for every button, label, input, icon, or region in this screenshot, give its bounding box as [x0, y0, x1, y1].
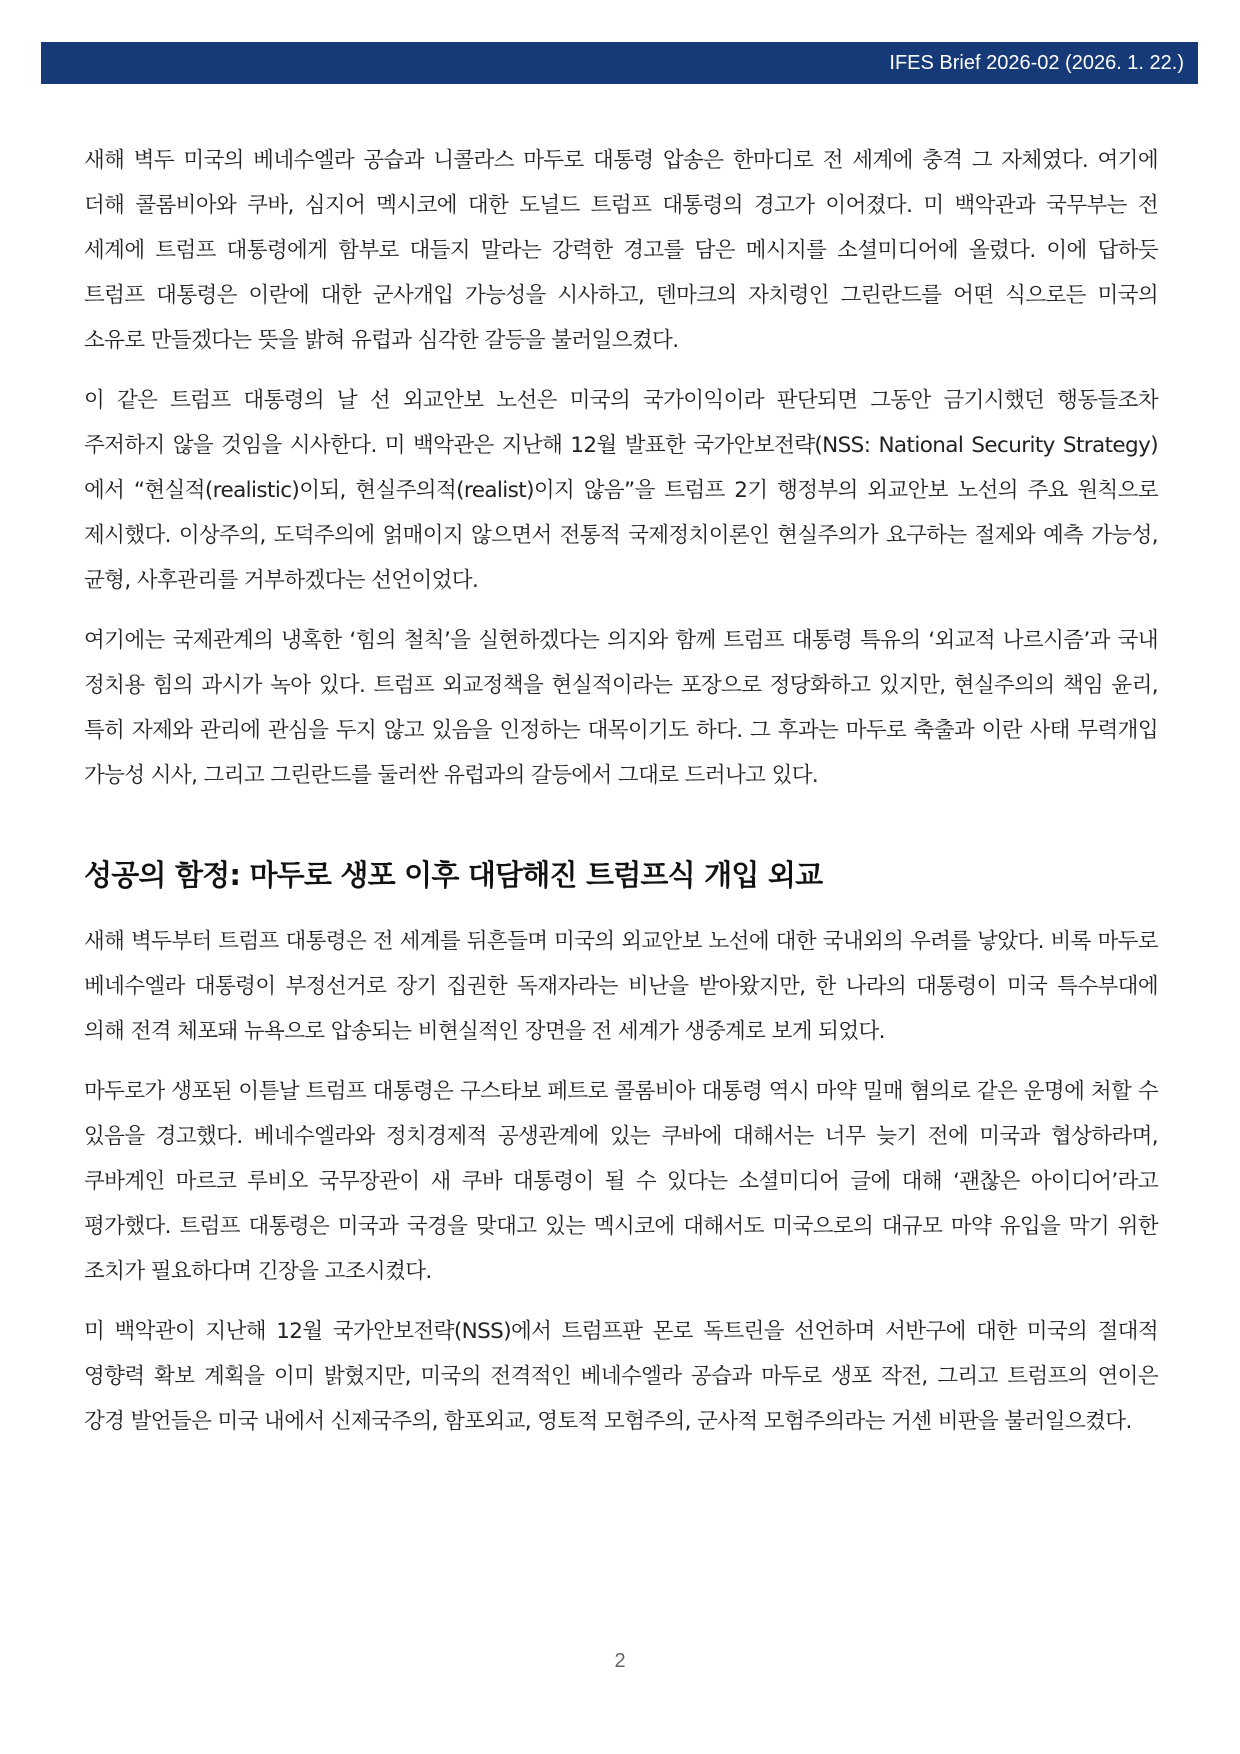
section-paragraph-3: 미 백악관이 지난해 12월 국가안보전략(NSS)에서 트럼프판 몬로 독트린을 선언하며 서반구에 대한 미국의 절대적 영향력 확보 계획을 이미 밝혔지만, 미국의 전격적인 베네수엘라 공습과 마두로 생포 작전, 그리고 트럼프의 연이은 강경 발언들은 미국 내에서 신제국주의, 함포외교, 영토적 모험주의, 군사적 모험주의라는 거센 비판을 불러일으켰다.	[84, 1319, 1158, 1434]
intro-paragraph-1: 새해 벽두 미국의 베네수엘라 공습과 니콜라스 마두로 대통령 압송은 한마디로 전 세계에 충격 그 자체였다. 여기에 더해 콜롬비아와 쿠바, 심지어 멕시코에 대한 도널드 트럼프 대통령의 경고가 이어졌다. 미 백악관과 국무부는 전 세계에 트럼프 대통령에게 함부로 대들지 말라는 강력한 경고를 담은 메시지를 소셜미디어에 올렸다. 이에 답하듯 트럼프 대통령은 이란에 대한 군사개입 가능성을 시사하고, 덴마크의 자치령인 그린란드를 어떤 식으로든 미국의 소유로 만들겠다는 뜻을 밝혀 유럽과 심각한 갈등을 불러일으켰다.	[84, 148, 1158, 353]
section-paragraph-1: 새해 벽두부터 트럼프 대통령은 전 세계를 뒤흔들며 미국의 외교안보 노선에 대한 국내외의 우려를 낳았다. 비록 마두로 베네수엘라 대통령이 부정선거로 장기 집권한 독재자라는 비난을 받아왔지만, 한 나라의 대통령이 미국 특수부대에 의해 전격 체포돼 뉴욕으로 압송되는 비현실적인 장면을 전 세계가 생중계로 보게 되었다.	[84, 929, 1158, 1044]
document-body	[84, 138, 1158, 1459]
intro-paragraph-2: 이 같은 트럼프 대통령의 날 선 외교안보 노선은 미국의 국가이익이라 판단되면 그동안 금기시했던 행동들조차 주저하지 않을 것임을 시사한다. 미 백악관은 지난해 12월 발표한 국가안보전략(NSS: National Security Strategy)에서 “현실적(realistic)이되, 현실주의적(realist)이지 않음”을 트럼프 2기 행정부의 외교안보 노선의 주요 원칙으로 제시했다. 이상주의, 도덕주의에 얽매이지 않으면서 전통적 국제정치이론인 현실주의가 요구하는 절제와 예측 가능성, 균형, 사후관리를 거부하겠다는 선언이었다.	[84, 388, 1158, 593]
brief-issue-label: IFES Brief 2026-02 (2026. 1. 22.)	[889, 52, 1184, 74]
section-heading: 성공의 함정: 마두로 생포 이후 대담해진 트럼프식 개입 외교	[84, 858, 823, 892]
page-number: 2	[614, 1650, 626, 1672]
header-bar	[41, 42, 1198, 84]
intro-paragraph-3: 여기에는 국제관계의 냉혹한 ‘힘의 철칙’을 실현하겠다는 의지와 함께 트럼프 대통령 특유의 ‘외교적 나르시즘’과 국내 정치용 힘의 과시가 녹아 있다. 트럼프 외교정책을 현실적이라는 포장으로 정당화하고 있지만, 현실주의의 책임 윤리, 특히 자제와 관리에 관심을 두지 않고 있음을 인정하는 대목이기도 하다. 그 후과는 마두로 축출과 이란 사태 무력개입 가능성 시사, 그리고 그린란드를 둘러싼 유럽과의 갈등에서 그대로 드러나고 있다.	[84, 628, 1158, 788]
section-paragraph-2: 마두로가 생포된 이튿날 트럼프 대통령은 구스타보 페트로 콜롬비아 대통령 역시 마약 밀매 혐의로 같은 운명에 처할 수 있음을 경고했다. 베네수엘라와 정치경제적 공생관계에 있는 쿠바에 대해서는 너무 늦기 전에 미국과 협상하라며, 쿠바계인 마르코 루비오 국무장관이 새 쿠바 대통령이 될 수 있다는 소셜미디어 글에 대해 ‘괜찮은 아이디어’라고 평가했다. 트럼프 대통령은 미국과 국경을 맞대고 있는 멕시코에 대해서도 미국으로의 대규모 마약 유입을 막기 위한 조치가 필요하다며 긴장을 고조시켰다.	[84, 1079, 1158, 1284]
